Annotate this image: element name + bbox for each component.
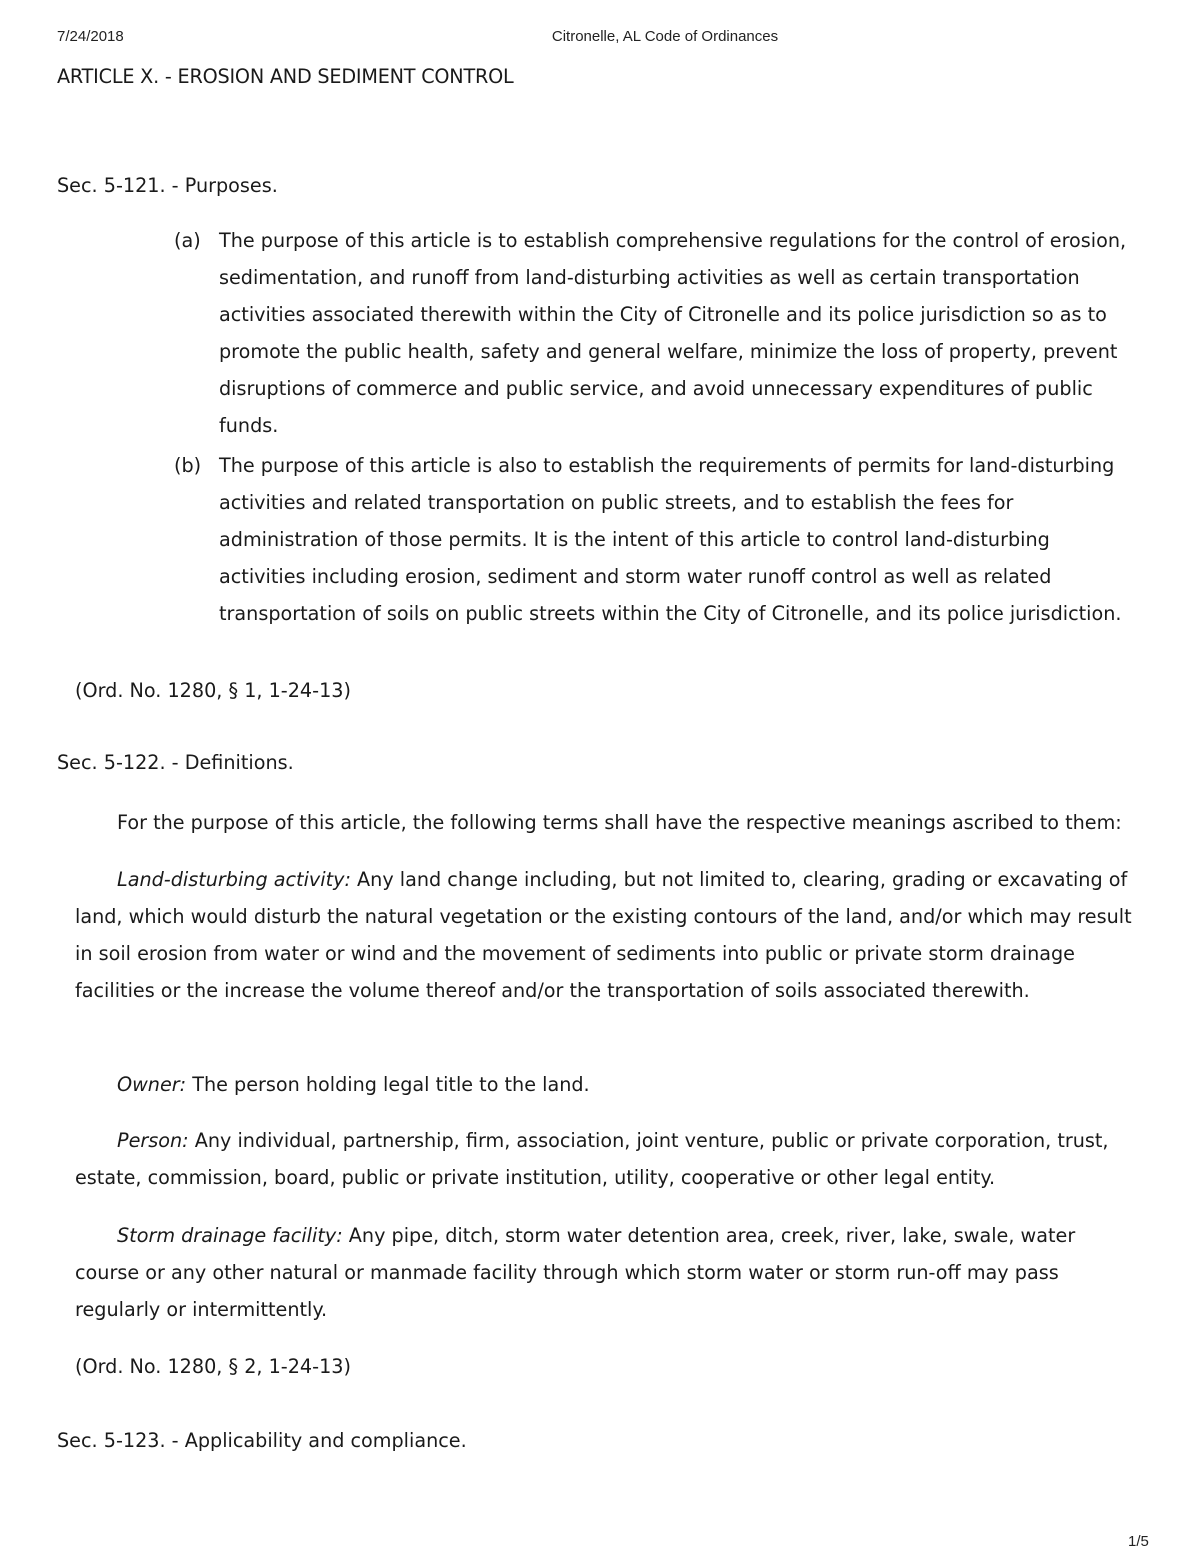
definition-term: Storm drainage facility:: [117, 1224, 343, 1247]
definition-text: Any land change including, but not limited to, clearing, grading or excavating of land, which would disturb the natural vegetation or the existing contours of the land, and/or which may result in soil erosion from water or wind and the movement of sediments into public or private storm drainage facilities or the increase the volume thereof and/or the transportation of soils associated therewith.: [75, 868, 1132, 1002]
section-title-5-122: Sec. 5-122. - Definitions.: [57, 751, 294, 774]
definition-text: Any pipe, ditch, storm water detention area, creek, river, lake, swale, water course or any other natural or manmade facility through which storm water or storm run-off may pass regularly or intermittently.: [75, 1224, 1076, 1321]
section-title-5-121: Sec. 5-121. - Purposes.: [57, 174, 278, 197]
item-label: (b): [174, 454, 202, 477]
section-title-5-123: Sec. 5-123. - Applicability and compliance.: [57, 1429, 467, 1452]
print-document-title: Citronelle, AL Code of Ordinances: [551, 28, 779, 45]
definition-term: Owner:: [117, 1073, 187, 1096]
history-note-5-121: (Ord. No. 1280, § 1, 1-24-13): [75, 679, 351, 702]
definition-person: [75, 1122, 1135, 1196]
page-number: 1/5: [1128, 1533, 1149, 1550]
definition-owner: [75, 1066, 1135, 1103]
item-text: The purpose of this article is also to establish the requirements of permits for land-disturbing activities and related transportation on public streets, and to establish the fees for administration of those permits. It is the intent of this article to control land-disturbing activities including erosion, sediment and storm water runoff control as well as related transportation of soils on public streets within the City of Citronelle, and its police jurisdiction.: [219, 454, 1122, 625]
definition-term: Land-disturbing activity:: [117, 868, 351, 891]
definition-term: Person:: [117, 1129, 189, 1152]
definition-storm-drainage-facility: [75, 1217, 1135, 1328]
item-label: (a): [174, 229, 201, 252]
history-note-5-122: (Ord. No. 1280, § 2, 1-24-13): [75, 1355, 351, 1378]
article-title: ARTICLE X. - EROSION AND SEDIMENT CONTROL: [57, 65, 514, 88]
definition-text: Any individual, partnership, firm, association, joint venture, public or private corporation, trust, estate, commission, board, public or private institution, utility, cooperative or other legal entity.: [75, 1129, 1109, 1189]
print-date: 7/24/2018: [57, 28, 124, 45]
definition-text: The person holding legal title to the land.: [186, 1073, 590, 1096]
item-text: The purpose of this article is to establish comprehensive regulations for the control of erosion, sedimentation, and runoff from land-disturbing activities as well as certain transportation activities associated therewith within the City of Citronelle and its police jurisdiction so as to promote the public health, safety and general welfare, minimize the loss of property, prevent disruptions of commerce and public service, and avoid unnecessary expenditures of public funds.: [219, 229, 1127, 437]
definitions-intro: For the purpose of this article, the following terms shall have the respective meanings ascribed to them:: [117, 811, 1122, 834]
definition-land-disturbing-activity: [75, 861, 1135, 1009]
print-header: [0, 28, 1200, 48]
